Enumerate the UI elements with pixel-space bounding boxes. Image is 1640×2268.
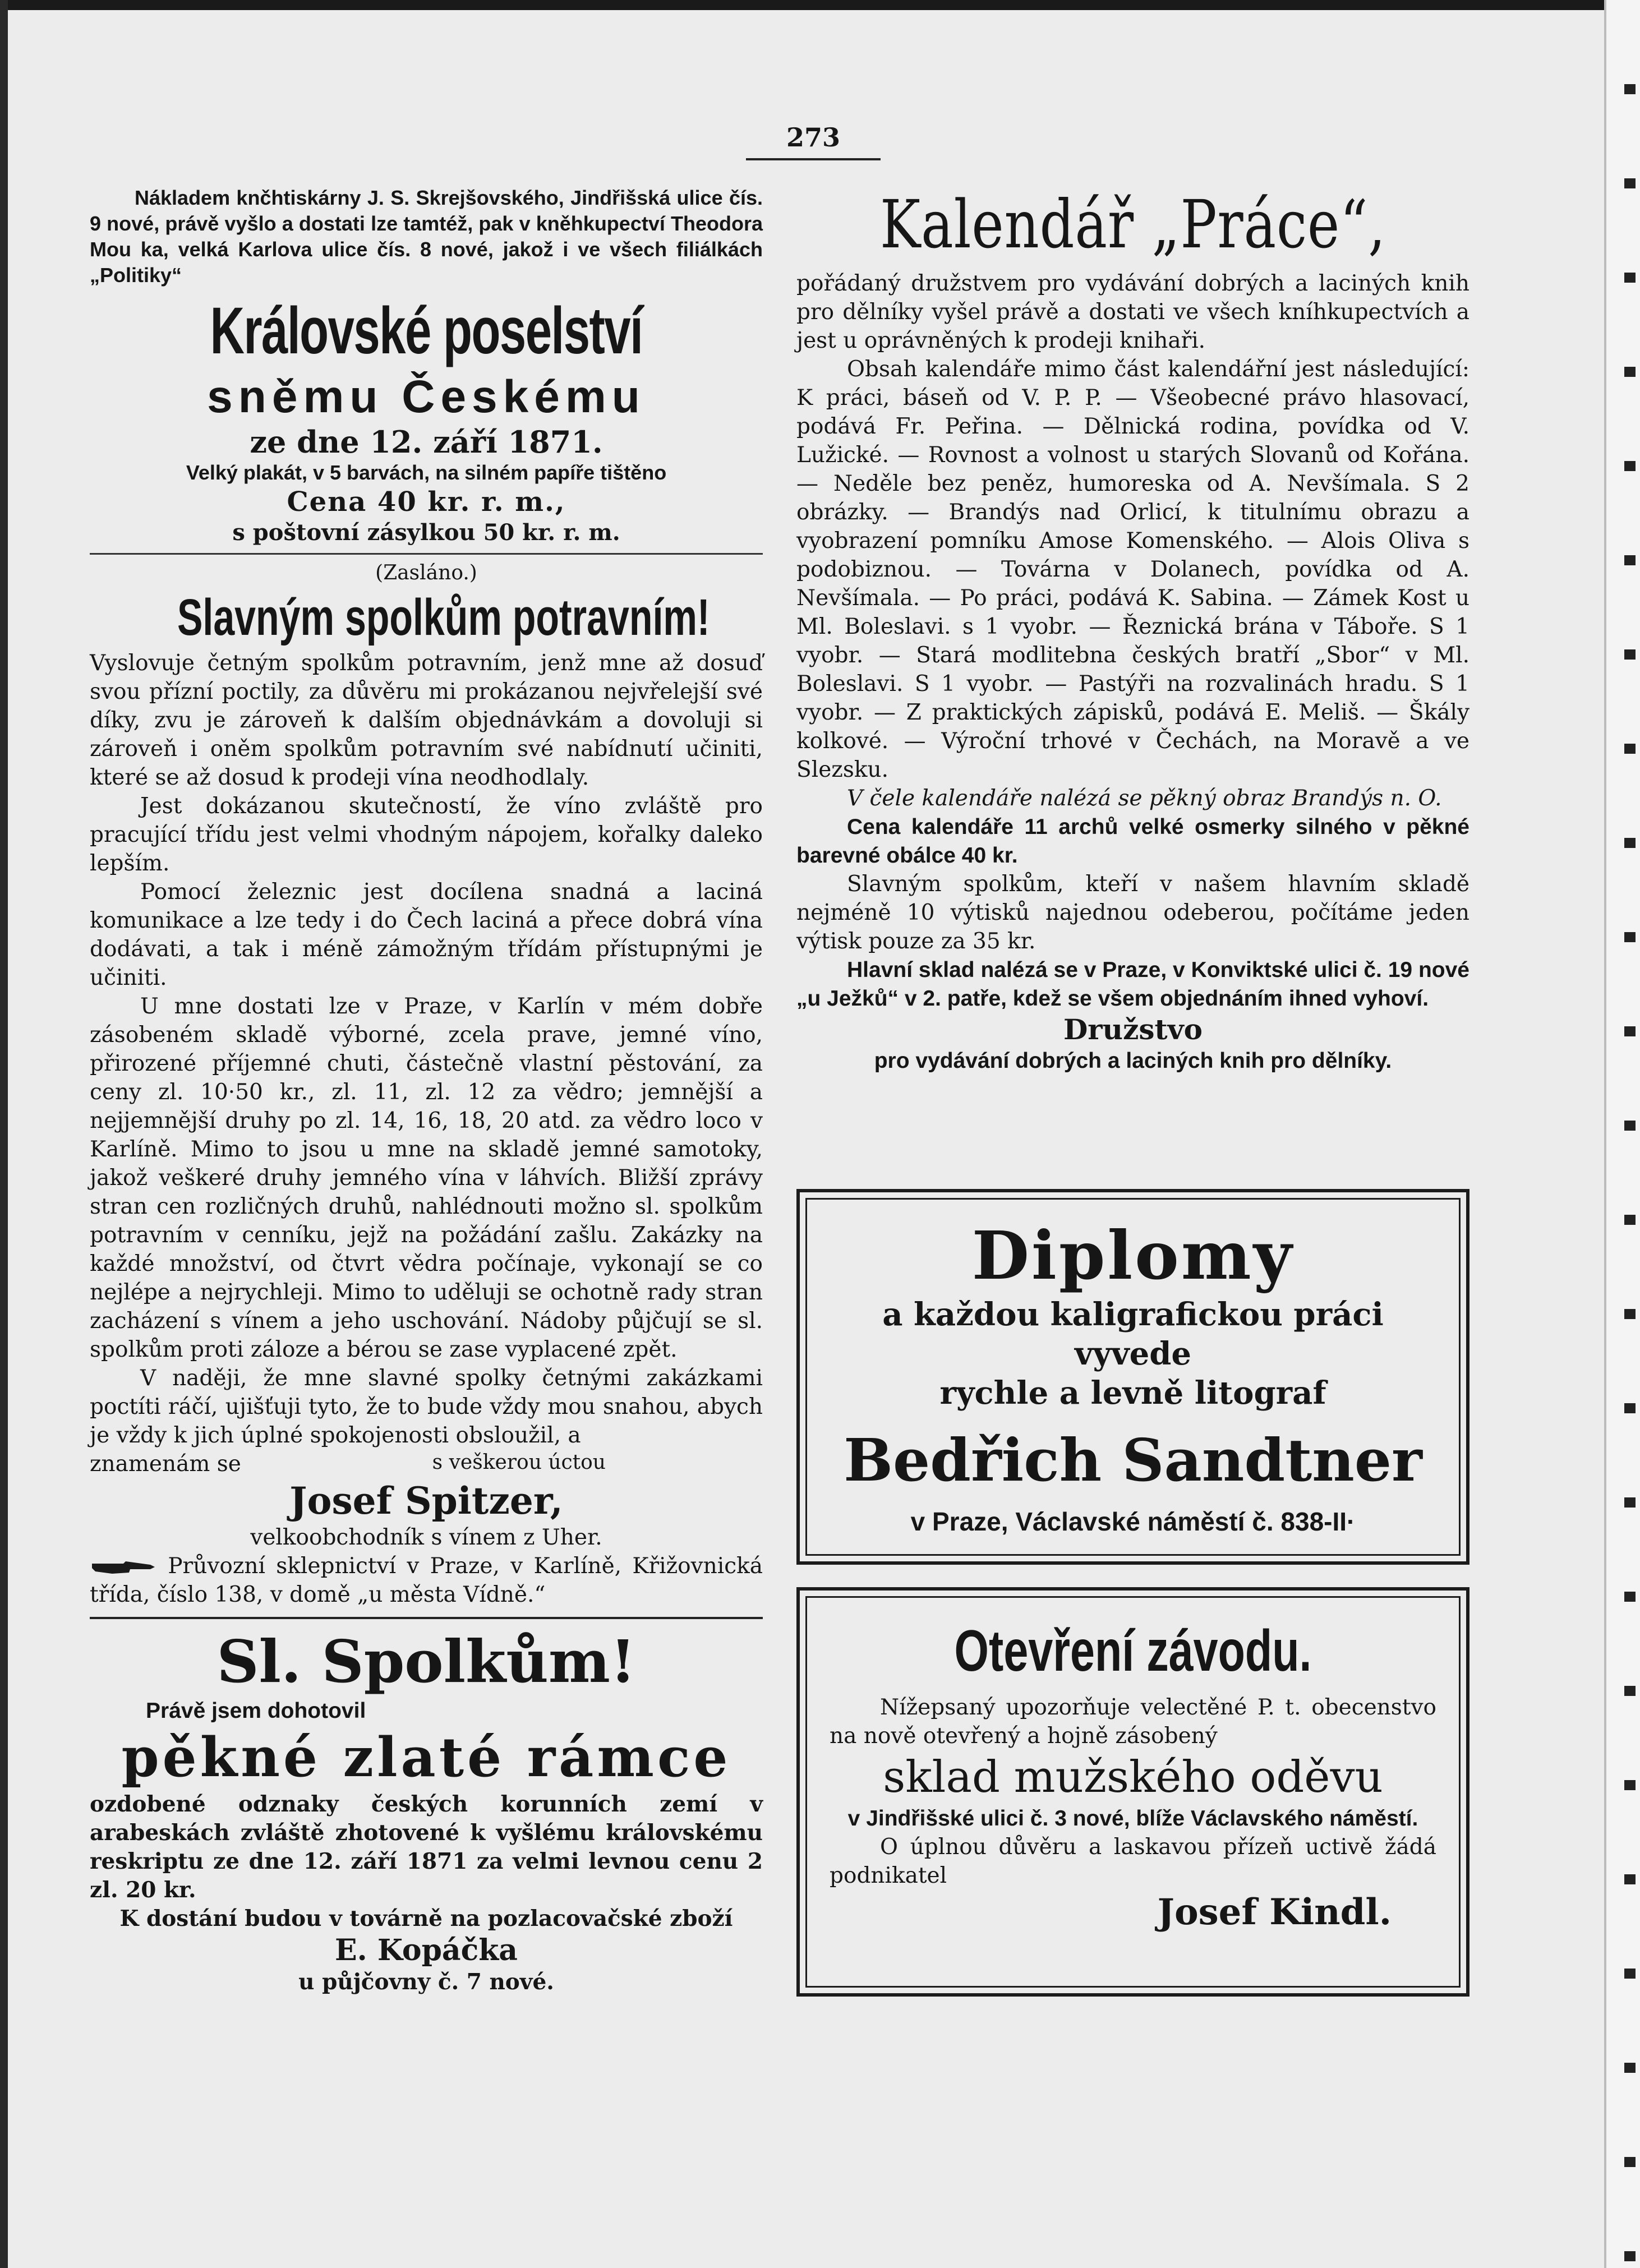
diplomy-line-2: rychle a levně litograf (939, 1375, 1326, 1412)
divider (90, 1617, 763, 1619)
spitzer-name: Josef Spitzer, (289, 1479, 563, 1523)
cena-text: Cena 40 kr. r. m., (287, 486, 566, 518)
scan-edge-marks (1624, 0, 1636, 2268)
ramce-headline: pěkné zlaté rámce (121, 1726, 731, 1789)
sandtner-address: v Praze, Václavské náměstí č. 838-II· (910, 1507, 1356, 1536)
pointing-hand-icon (90, 1559, 157, 1576)
divider (90, 553, 763, 555)
kralovske-title: Královské poselství (210, 294, 643, 368)
diplomy-ad-inner (805, 1198, 1461, 1556)
intro-text: Nákladem knčhtiskárny J. S. Skrejšovského, Jindřišská ulice čís. 9 nové, právě vyšlo a dostati lze tamtéž, pak v kněhkupectví Theodora Mou ka, velká Karlova ulice čís. 8 nové, jakož i ve všech filiálkách „Politiky“ (90, 186, 763, 287)
scan-edge-left (0, 0, 8, 2268)
proclamation-date: ze dne 12. září 1871. (250, 424, 603, 460)
otevreni-paragraph-1: Nížepsaný upozorňuje velectěné P. t. obecenstvo na nově otevřený a hojně zásobený (830, 1695, 1436, 1749)
pujcovny-text: u půjčovny č. 7 nové. (298, 1969, 554, 1995)
spolkum-headline: Sl. Spolkům! (216, 1627, 636, 1696)
slavnym-headline: Slavným spolkům potravním! (177, 589, 710, 646)
diplomy-title: Diplomy (971, 1216, 1295, 1294)
sandtner-name: Bedřich Sandtner (844, 1426, 1422, 1495)
otevreni-ad-box (796, 1587, 1469, 1997)
otevreni-address: v Jindřišské ulici č. 3 nové, blíže Václavského náměstí. (847, 1806, 1418, 1831)
ozdobene-text: ozdobené odznaky českých korunních zemí v arabeskách zvláště zhotovené k vyšlému královskému reskriptu ze dne 12. září 1871 za velmi levnou cenu 2 zl. 20 kr. (90, 1791, 763, 1903)
kalendar-title: Kalendář „Práce“, (880, 186, 1386, 263)
spitzer-paragraph-3: Pomocí železnic jest docílena snadná a laciná komunikace a lze tedy i do Čech laciná a přece dobrá vína dodávati, a tak i méně zámožným třídám přístupnými je učiniti. (90, 879, 763, 990)
dostani-text: K dostání budou v továrně na pozlacovačské zboží (119, 1906, 733, 1932)
page-number: 273 (746, 122, 881, 160)
velkoobchodnik-text: velkoobchodník s vínem z Uher. (250, 1525, 602, 1550)
druzstvo-name: Družstvo (1063, 1013, 1203, 1046)
spitzer-paragraph-2: Jest dokázanou skutečností, že víno zvláště pro pracující třídu jest velmi vhodným nápojem, kořalky daleko lepším. (90, 794, 763, 876)
spitzer-paragraph-1: Vyslovuje četným spolkům potravním, jenž mne až dosuď svou přízní poctily, za důvěru mi prokázanou nejvřelejší své díky, zvu je zároveň k dalším objednávkám a dovoluji si zároveň i oněm spolkům potravním své nabídnutí učiniti, které se až dosud k prodeji vína neodhodlaly. (90, 651, 763, 790)
kopacka-name: E. Kopáčka (334, 1933, 518, 1967)
right-column (796, 185, 1469, 1075)
sklad-headline: sklad mužského oděvu (883, 1752, 1383, 1803)
otevreni-title: Otevření závodu. (954, 1619, 1312, 1684)
znamenam-text: znamenám se (90, 1451, 241, 1477)
plakat-text: Velký plakát, v 5 barvách, na silném papíře tištěno (186, 461, 667, 484)
zaslano-label: (Zasláno.) (375, 561, 477, 584)
scan-edge-top (0, 0, 1640, 10)
kalendar-paragraph-3: V čele kalendáře nalézá se pěkný obraz Brandýs n. O. (847, 786, 1442, 811)
druzstvo-subtitle: pro vydávání dobrých a laciných knih pro dělníky. (874, 1049, 1392, 1073)
pruvozni-text: Průvozní sklepnictví v Praze, v Karlíně, Křižovnická třída, číslo 138, v domě „u města Vídně.“ (90, 1554, 763, 1607)
spitzer-paragraph-5: V naději, že mne slavné spolky četnými zakázkami poctíti ráčí, ujišťuji tyto, že to bude vždy mou snahou, abych je vždy k jich úplné spokojenosti obsloužil, a (90, 1366, 763, 1448)
kalendar-price: Cena kalendáře 11 archů velké osmerky silného v pěkné barevné obálce 40 kr. (796, 815, 1469, 868)
signature-line (90, 1450, 763, 1478)
snemu-title: sněmu Českému (207, 371, 646, 422)
kalendar-contents: Obsah kalendáře mimo část kalendářní jest následující: K práci, báseň od V. P. P. — Všeobecné právo hlasovací, podává Fr. Peřina. — Dělnická rodina, povídka od V. Lužické. — Rovnost a volnost u starých Slovanů od Kořána. — Neděle bez peněz, humoreska od A. Nevšímala. S 2 obrázky. — Brandýs nad Orlicí, k titulnímu obrazu a vyobrazení pomníku Amose Komenského. — Alois Oliva s podobiznou. — Továrna v Dolanech, povídka od A. Nevšímala. — Po práci, podává K. Sabina. — Zámek Kost u Ml. Boleslavi. s 1 vyobr. — Řeznická brána v Táboře. S 1 vyobr. — Stará modlitebna českých bratří „Sbor“ v Ml. Boleslavi. S 1 vyobr. — Pastýři na rozvalinách hradu. S 1 vyobr. — Z praktických zápisků, podává E. Meliš. — Škály kolkové. — Výroční trhové v Čechách, na Moravě a ve Slezsku. (796, 357, 1469, 782)
uctou-text: s veškerou úctou (432, 1451, 606, 1474)
diplomy-ad-box (796, 1189, 1469, 1565)
left-column (90, 185, 763, 1997)
kalendar-paragraph-6: Hlavní sklad nalézá se v Praze, v Konviktské ulici č. 19 nové „u Ježků“ v 2. patře, kdež se všem objednáním ihned vyhoví. (796, 958, 1469, 1011)
diplomy-line-1: a každou kaligrafickou práci vyvede (882, 1296, 1384, 1372)
otevreni-ad-inner (805, 1596, 1461, 1988)
zasylka-text: s poštovní zásylkou 50 kr. r. m. (232, 519, 620, 546)
spitzer-paragraph-4: U mne dostati lze v Praze, v Karlín v mém dobře zásobeném skladě výborné, zcela prave, jemné víno, přirozené příjemné chuti, částečně vlastní pěstování, za ceny zl. 10·50 kr., zl. 11, zl. 12 za vědro; jemnější a nejjemnější druhy po zl. 14, 16, 18, 20 atd. za vědro loco v Karlíně. Mimo to jsou u mne na skladě jemné samotoky, jakož veškeré druhy jemného vína v láhvích. Bližší zprávy stran cen rozličných druhů, nahlédnouti možno sl. spolkům potravním v cenníku, jejž na požádání zašlu. Zakázky na každé množství, od čtvrt vědra počínaje, vykonají se co nejlépe a nejrychleji. Mimo to uděluji se ochotně rady stran zacházení s vínem a jeho uschování. Nádoby půjčují se sl. spolkům proti záloze a bérou se zase vyplacené zpět. (90, 994, 763, 1362)
otevreni-paragraph-3: O úplnou důvěru a laskavou přízeň uctivě žádá podnikatel (830, 1834, 1436, 1888)
prave-text: Právě jsem dohotovil (146, 1699, 366, 1723)
kindl-name: Josef Kindl. (1157, 1891, 1392, 1933)
kalendar-paragraph-1: pořádaný družstvem pro vydávání dobrých a laciných knih pro dělníky vyšel právě a dostati ve všech kníhkupectvích a jest u oprávněných k prodeji knihaři. (796, 271, 1469, 353)
kalendar-paragraph-5: Slavným spolkům, kteří v našem hlavním skladě nejméně 10 výtisků najednou odeberou, počítáme jeden výtisk pouze za 35 kr. (796, 872, 1469, 954)
